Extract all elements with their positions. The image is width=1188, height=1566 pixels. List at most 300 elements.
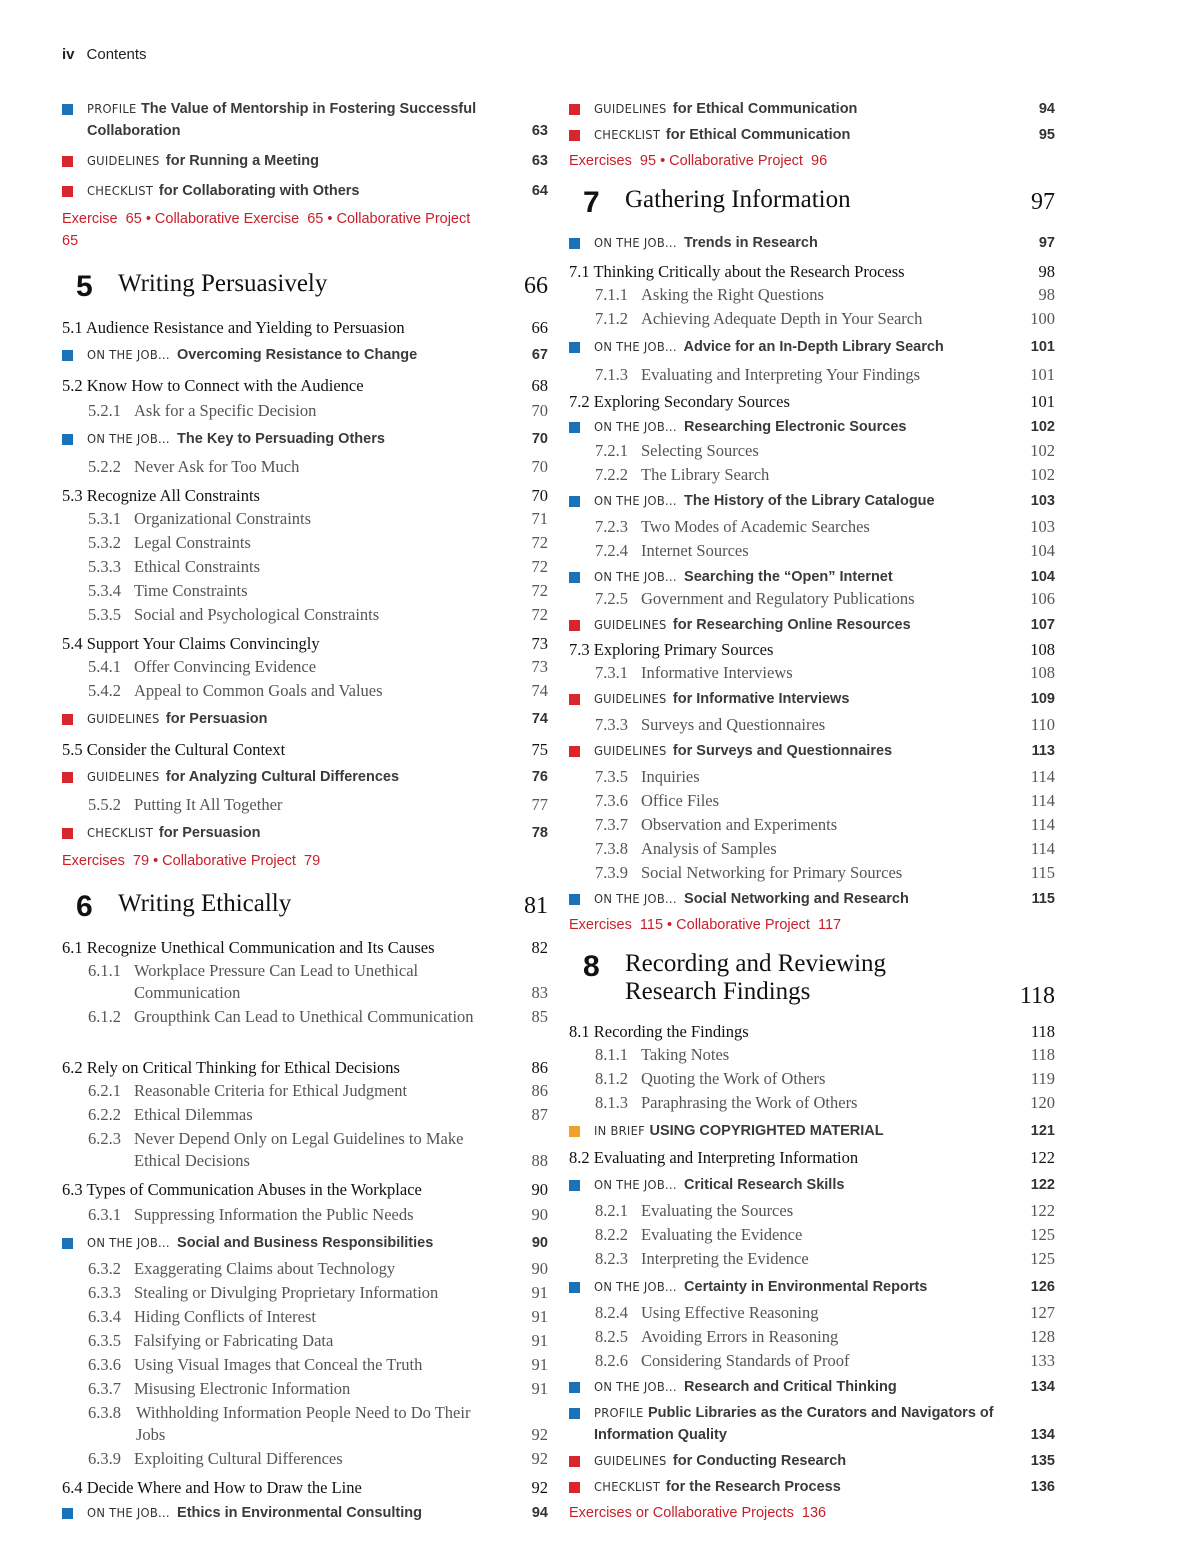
toc-subsection[interactable] — [569, 1248, 1055, 1270]
feature-page-number: 63 — [531, 153, 548, 169]
subsection-number: 6.2.2 — [88, 1105, 121, 1124]
feature-entry[interactable] — [62, 1502, 548, 1524]
section-title: 7.1 Thinking Critically about the Research Process — [569, 262, 905, 281]
section-title: 7.2 Exploring Secondary Sources — [569, 392, 790, 411]
subsection-page-number: 72 — [531, 605, 548, 624]
section-title: 5.5 Consider the Cultural Context — [62, 740, 286, 759]
subsection-page-number: 118 — [1030, 1045, 1055, 1064]
blue-square-icon — [569, 342, 580, 353]
feature-text — [594, 1174, 1005, 1196]
feature-page-number: 121 — [1030, 1123, 1055, 1139]
section-page-number: 70 — [531, 486, 548, 505]
subsection-number: 7.3.1 — [595, 663, 628, 682]
feature-entry[interactable] — [569, 1120, 1055, 1142]
toc-subsection[interactable] — [62, 1402, 548, 1446]
feature-entry[interactable] — [62, 708, 548, 730]
section-title: 5.2 Know How to Connect with the Audience — [62, 376, 364, 395]
toc-subsection[interactable] — [569, 814, 1055, 836]
subsection-number: 6.3.7 — [88, 1379, 121, 1398]
feature-label: ON THE JOB... — [594, 1379, 677, 1394]
feature-text — [594, 124, 1005, 146]
toc-subsection[interactable] — [569, 1326, 1055, 1348]
chapter-number: 8 — [583, 950, 600, 983]
red-square-icon — [62, 772, 73, 783]
section-page-number: 118 — [1030, 1022, 1055, 1041]
subsection-number: 7.3.7 — [595, 815, 628, 834]
feature-entry[interactable] — [569, 1174, 1055, 1196]
toc-subsection[interactable] — [569, 1200, 1055, 1222]
feature-page-number: 101 — [1030, 339, 1055, 355]
subsection-title: Legal Constraints — [134, 533, 251, 552]
toc-section[interactable] — [62, 374, 548, 398]
feature-entry[interactable] — [62, 150, 548, 172]
blue-square-icon — [62, 1238, 73, 1249]
toc-subsection[interactable] — [62, 1258, 548, 1280]
feature-text — [594, 614, 1005, 636]
toc-subsection[interactable] — [62, 604, 548, 626]
orange-square-icon — [569, 1126, 580, 1137]
subsection-number: 7.1.1 — [595, 285, 628, 304]
feature-page-number: 126 — [1030, 1279, 1055, 1295]
toc-subsection[interactable] — [569, 838, 1055, 860]
toc-subsection[interactable] — [569, 1302, 1055, 1324]
subsection-title: Suppressing Information the Public Needs — [134, 1205, 414, 1224]
toc-subsection[interactable] — [569, 862, 1055, 884]
subsection-title: Internet Sources — [641, 541, 749, 560]
feature-title: for Surveys and Questionnaires — [672, 743, 893, 759]
subsection-title: Considering Standards of Proof — [641, 1351, 850, 1370]
feature-text — [87, 98, 498, 142]
subsection-title: Quoting the Work of Others — [641, 1069, 826, 1088]
feature-label: ON THE JOB... — [594, 1279, 677, 1294]
subsection-number: 7.2.2 — [595, 465, 628, 484]
subsection-page-number: 128 — [1030, 1327, 1055, 1346]
feature-label: CHECKLIST — [594, 127, 661, 142]
subsection-page-number: 87 — [531, 1105, 548, 1124]
feature-entry[interactable] — [569, 1276, 1055, 1298]
toc-subsection[interactable] — [569, 588, 1055, 610]
subsection-title: Office Files — [641, 791, 720, 810]
feature-text — [87, 344, 498, 366]
toc-section[interactable] — [569, 260, 1055, 284]
feature-title: Trends in Research — [684, 235, 818, 251]
feature-entry[interactable] — [62, 766, 548, 788]
subsection-number: 7.1.2 — [595, 309, 628, 328]
feature-title: Public Libraries as the Curators and Navigators of Information Quality — [594, 1405, 994, 1443]
toc-subsection[interactable] — [62, 508, 548, 530]
subsection-page-number: 104 — [1030, 541, 1055, 560]
toc-subsection[interactable] — [62, 400, 548, 422]
chapter-heading[interactable] — [569, 186, 1055, 220]
red-square-icon — [62, 186, 73, 197]
chapter-title: Writing Ethically — [118, 890, 292, 917]
chapter-number: 5 — [76, 270, 93, 303]
subsection-page-number: 114 — [1030, 791, 1055, 810]
subsection-title: Time Constraints — [134, 581, 248, 600]
chapter-heading[interactable] — [62, 890, 548, 924]
section-title: 7.3 Exploring Primary Sources — [569, 640, 774, 659]
feature-entry[interactable] — [62, 822, 548, 844]
subsection-page-number: 91 — [531, 1283, 548, 1302]
toc-subsection[interactable] — [62, 1204, 548, 1226]
subsection-title: Stealing or Divulging Proprietary Information — [134, 1283, 439, 1302]
blue-square-icon — [569, 894, 580, 905]
subsection-title: Hiding Conflicts of Interest — [134, 1307, 316, 1326]
subsection-number: 5.2.1 — [88, 401, 121, 420]
subsection-title: Exaggerating Claims about Technology — [134, 1259, 396, 1278]
toc-subsection[interactable] — [62, 1378, 548, 1400]
chapter-title: Gathering Information — [625, 186, 851, 213]
toc-subsection[interactable] — [62, 556, 548, 578]
toc-subsection[interactable] — [62, 1080, 548, 1102]
feature-entry[interactable] — [569, 124, 1055, 146]
blue-square-icon — [569, 238, 580, 249]
toc-section[interactable] — [62, 484, 548, 508]
toc-subsection[interactable] — [62, 1128, 548, 1172]
feature-entry[interactable] — [569, 688, 1055, 710]
subsection-title: Withholding Information People Need to Do Their Jobs — [136, 1403, 471, 1444]
feature-title: Research and Critical Thinking — [684, 1379, 897, 1395]
feature-text — [594, 566, 1005, 588]
toc-subsection[interactable] — [62, 1006, 548, 1028]
feature-page-number: 102 — [1030, 419, 1055, 435]
toc-subsection[interactable] — [62, 580, 548, 602]
toc-subsection[interactable] — [569, 662, 1055, 684]
section-title: 6.2 Rely on Critical Thinking for Ethical Decisions — [62, 1058, 400, 1077]
blue-square-icon — [569, 1282, 580, 1293]
feature-page-number: 134 — [1030, 1379, 1055, 1395]
toc-section[interactable] — [62, 738, 548, 762]
feature-page-number: 135 — [1030, 1453, 1055, 1469]
feature-entry[interactable] — [569, 1376, 1055, 1398]
section-page-number: 92 — [531, 1478, 548, 1497]
subsection-title: Analysis of Samples — [641, 839, 777, 858]
exercises-line[interactable] — [569, 150, 1055, 172]
toc-subsection[interactable] — [569, 364, 1055, 386]
feature-entry[interactable] — [569, 1402, 1055, 1446]
subsection-title: Putting It All Together — [134, 795, 283, 814]
subsection-page-number: 91 — [531, 1379, 548, 1398]
subsection-number: 5.2.2 — [88, 457, 121, 476]
subsection-page-number: 72 — [531, 557, 548, 576]
feature-label: GUIDELINES — [87, 711, 160, 726]
feature-label: PROFILE — [594, 1405, 644, 1420]
toc-subsection[interactable] — [62, 680, 548, 702]
feature-title: The History of the Library Catalogue — [684, 493, 935, 509]
feature-page-number: 95 — [1038, 127, 1055, 143]
feature-text — [594, 888, 1005, 910]
toc-subsection[interactable] — [569, 440, 1055, 462]
subsection-page-number: 91 — [531, 1307, 548, 1326]
section-title: 5.4 Support Your Claims Convincingly — [62, 634, 320, 653]
subsection-title: Evaluating and Interpreting Your Findings — [641, 365, 921, 384]
feature-text — [594, 490, 1005, 512]
feature-text — [594, 1450, 1005, 1472]
toc-subsection[interactable] — [62, 1306, 548, 1328]
feature-label: IN BRIEF — [594, 1123, 646, 1138]
subsection-number: 8.2.1 — [595, 1201, 628, 1220]
section-page-number: 75 — [531, 740, 548, 759]
toc-subsection[interactable] — [569, 1092, 1055, 1114]
toc-subsection[interactable] — [569, 790, 1055, 812]
blue-square-icon — [569, 422, 580, 433]
subsection-title: Ethical Constraints — [134, 557, 261, 576]
toc-subsection[interactable] — [62, 1282, 548, 1304]
feature-entry[interactable] — [569, 490, 1055, 512]
subsection-page-number: 70 — [531, 457, 548, 476]
subsection-page-number: 102 — [1030, 441, 1055, 460]
subsection-title: Government and Regulatory Publications — [641, 589, 915, 608]
subsection-page-number: 114 — [1030, 815, 1055, 834]
subsection-title: Two Modes of Academic Searches — [641, 517, 870, 536]
subsection-page-number: 122 — [1030, 1201, 1055, 1220]
subsection-page-number: 108 — [1030, 663, 1055, 682]
subsection-page-number: 91 — [531, 1331, 548, 1350]
subsection-number: 8.1.3 — [595, 1093, 628, 1112]
subsection-title: Groupthink Can Lead to Unethical Communication — [134, 1007, 474, 1026]
subsection-number: 8.1.1 — [595, 1045, 628, 1064]
feature-entry[interactable] — [62, 428, 548, 450]
subsection-number: 7.3.6 — [595, 791, 628, 810]
subsection-page-number: 88 — [531, 1151, 548, 1170]
chapter-title: Recording and Reviewing — [625, 950, 887, 977]
red-square-icon — [569, 1482, 580, 1493]
subsection-page-number: 101 — [1030, 365, 1055, 384]
toc-section[interactable] — [62, 1056, 548, 1080]
exercises-line[interactable] — [62, 208, 548, 252]
feature-page-number: 97 — [1038, 235, 1055, 251]
toc-section[interactable] — [62, 936, 548, 960]
toc-section[interactable] — [569, 1146, 1055, 1170]
subsection-title: Social and Psychological Constraints — [134, 605, 380, 624]
subsection-title: Never Depend Only on Legal Guidelines to Make Ethical Decisions — [134, 1129, 464, 1170]
feature-label: ON THE JOB... — [594, 235, 677, 250]
section-page-number: 86 — [531, 1058, 548, 1077]
feature-page-number: 90 — [531, 1235, 548, 1251]
toc-subsection[interactable] — [569, 464, 1055, 486]
feature-label: GUIDELINES — [594, 743, 667, 758]
section-page-number: 98 — [1038, 262, 1055, 281]
subsection-page-number: 125 — [1030, 1249, 1055, 1268]
feature-label: ON THE JOB... — [594, 419, 677, 434]
subsection-number: 7.2.3 — [595, 517, 628, 536]
toc-section[interactable] — [62, 1476, 548, 1500]
feature-text — [594, 232, 1005, 254]
subsection-number: 7.3.8 — [595, 839, 628, 858]
toc-subsection[interactable] — [569, 1044, 1055, 1066]
subsection-number: 8.1.2 — [595, 1069, 628, 1088]
toc-subsection[interactable] — [62, 794, 548, 816]
feature-label: ON THE JOB... — [594, 1177, 677, 1192]
toc-subsection[interactable] — [62, 1448, 548, 1470]
feature-page-number: 78 — [531, 825, 548, 841]
section-page-number: 122 — [1030, 1148, 1055, 1167]
section-page-number: 101 — [1030, 392, 1055, 411]
feature-label: ON THE JOB... — [87, 1235, 170, 1250]
feature-title: The Value of Mentorship in Fostering Successful Collaboration — [87, 101, 477, 139]
subsection-page-number: 110 — [1030, 715, 1055, 734]
subsection-title: Evaluating the Evidence — [641, 1225, 803, 1244]
feature-entry[interactable] — [569, 740, 1055, 762]
subsection-number: 6.2.3 — [88, 1129, 121, 1148]
toc-section[interactable] — [569, 638, 1055, 662]
toc-section[interactable] — [62, 316, 548, 340]
feature-entry[interactable] — [569, 614, 1055, 636]
subsection-page-number: 92 — [531, 1425, 548, 1444]
subsection-number: 6.3.4 — [88, 1307, 121, 1326]
subsection-page-number: 77 — [531, 795, 548, 814]
feature-entry[interactable] — [569, 232, 1055, 254]
toc-subsection[interactable] — [569, 516, 1055, 538]
red-square-icon — [62, 714, 73, 725]
chapter-page-number: 66 — [524, 273, 548, 299]
toc-subsection[interactable] — [569, 1350, 1055, 1372]
toc-subsection[interactable] — [569, 308, 1055, 330]
toc-section[interactable] — [62, 1178, 548, 1202]
exercises-text: Exercises or Collaborative Projects 136 — [569, 1505, 827, 1521]
subsection-number: 7.3.5 — [595, 767, 628, 786]
subsection-number: 5.3.2 — [88, 533, 121, 552]
subsection-page-number: 73 — [531, 657, 548, 676]
feature-entry[interactable] — [62, 1232, 548, 1254]
feature-text — [594, 1402, 1005, 1446]
feature-title: for Collaborating with Others — [158, 183, 360, 199]
feature-text — [594, 740, 1005, 762]
subsection-number: 6.1.2 — [88, 1007, 121, 1026]
subsection-title: Using Visual Images that Conceal the Truth — [134, 1355, 423, 1374]
chapter-heading[interactable] — [62, 270, 548, 304]
subsection-page-number: 92 — [531, 1449, 548, 1468]
toc-subsection[interactable] — [569, 540, 1055, 562]
toc-subsection[interactable] — [569, 714, 1055, 736]
feature-label: GUIDELINES — [594, 101, 667, 116]
chapter-number: 6 — [76, 890, 93, 923]
red-square-icon — [569, 694, 580, 705]
feature-title: for Analyzing Cultural Differences — [165, 769, 400, 785]
blue-square-icon — [62, 104, 73, 115]
feature-title: The Key to Persuading Others — [177, 431, 385, 447]
feature-page-number: 122 — [1030, 1177, 1055, 1193]
toc-subsection[interactable] — [62, 532, 548, 554]
section-page-number: 68 — [531, 376, 548, 395]
section-title: 6.3 Types of Communication Abuses in the Workplace — [62, 1180, 422, 1199]
red-square-icon — [569, 1456, 580, 1467]
feature-entry[interactable] — [569, 566, 1055, 588]
toc-subsection[interactable] — [569, 1224, 1055, 1246]
toc-subsection[interactable] — [62, 1330, 548, 1352]
feature-label: PROFILE — [87, 101, 137, 116]
feature-title: Certainty in Environmental Reports — [684, 1279, 928, 1295]
subsection-page-number: 98 — [1038, 285, 1055, 304]
feature-title: Researching Electronic Sources — [684, 419, 907, 435]
subsection-page-number: 85 — [531, 1007, 548, 1026]
exercises-line[interactable] — [569, 1502, 1055, 1524]
subsection-number: 5.3.4 — [88, 581, 121, 600]
subsection-title: Ask for a Specific Decision — [134, 401, 317, 420]
subsection-number: 7.3.3 — [595, 715, 628, 734]
toc-subsection[interactable] — [62, 656, 548, 678]
feature-label: ON THE JOB... — [594, 339, 677, 354]
subsection-number: 6.2.1 — [88, 1081, 121, 1100]
feature-entry[interactable] — [569, 416, 1055, 438]
feature-entry[interactable] — [62, 344, 548, 366]
section-title: 8.2 Evaluating and Interpreting Information — [569, 1148, 859, 1167]
exercises-line[interactable] — [62, 850, 548, 872]
subsection-title: Surveys and Questionnaires — [641, 715, 826, 734]
exercises-text: Exercises 95 • Collaborative Project 96 — [569, 153, 828, 169]
toc-subsection[interactable] — [62, 1354, 548, 1376]
subsection-number: 6.3.8 — [88, 1403, 121, 1422]
subsection-page-number: 120 — [1030, 1093, 1055, 1112]
feature-entry[interactable] — [62, 180, 548, 202]
chapter-page-number: 97 — [1031, 189, 1055, 215]
toc-section[interactable] — [62, 632, 548, 656]
subsection-title: Selecting Sources — [641, 441, 759, 460]
blue-square-icon — [569, 572, 580, 583]
subsection-number: 7.3.9 — [595, 863, 628, 882]
blue-square-icon — [569, 1408, 580, 1419]
subsection-page-number: 71 — [531, 509, 548, 528]
subsection-page-number: 103 — [1030, 517, 1055, 536]
feature-page-number: 74 — [531, 711, 548, 727]
feature-title: for the Research Process — [665, 1479, 841, 1495]
feature-entry[interactable] — [62, 98, 548, 142]
subsection-number: 5.4.1 — [88, 657, 121, 676]
feature-text — [87, 1502, 498, 1524]
feature-text — [87, 1232, 498, 1254]
red-square-icon — [569, 620, 580, 631]
subsection-title: Falsifying or Fabricating Data — [134, 1331, 334, 1350]
feature-page-number: 113 — [1031, 743, 1055, 759]
chapter-heading[interactable] — [569, 950, 1055, 1010]
subsection-title: Exploiting Cultural Differences — [134, 1449, 343, 1468]
subsection-number: 8.2.4 — [595, 1303, 628, 1322]
feature-text — [87, 708, 498, 730]
toc-subsection[interactable] — [62, 1104, 548, 1126]
subsection-page-number: 114 — [1030, 767, 1055, 786]
feature-entry[interactable] — [569, 1450, 1055, 1472]
feature-text — [87, 822, 498, 844]
toc-subsection[interactable] — [62, 456, 548, 478]
feature-label: ON THE JOB... — [594, 493, 677, 508]
feature-label: ON THE JOB... — [594, 569, 677, 584]
toc-subsection[interactable] — [569, 766, 1055, 788]
toc-subsection[interactable] — [569, 1068, 1055, 1090]
exercises-line[interactable] — [569, 914, 1055, 936]
running-header — [62, 46, 147, 63]
subsection-title: Asking the Right Questions — [641, 285, 824, 304]
toc-subsection[interactable] — [62, 960, 548, 1004]
toc-section[interactable] — [569, 390, 1055, 414]
feature-entry[interactable] — [569, 98, 1055, 120]
feature-page-number: 134 — [1030, 1427, 1055, 1443]
feature-page-number: 136 — [1030, 1479, 1055, 1495]
red-square-icon — [569, 130, 580, 141]
subsection-title: Evaluating the Sources — [641, 1201, 794, 1220]
feature-text — [594, 98, 1005, 120]
feature-entry[interactable] — [569, 888, 1055, 910]
feature-entry[interactable] — [569, 336, 1055, 358]
toc-section[interactable] — [569, 1020, 1055, 1044]
subsection-title: Offer Convincing Evidence — [134, 657, 317, 676]
toc-subsection[interactable] — [569, 284, 1055, 306]
feature-title: for Ethical Communication — [665, 127, 851, 143]
subsection-title: Taking Notes — [641, 1045, 730, 1064]
feature-label: ON THE JOB... — [594, 891, 677, 906]
feature-entry[interactable] — [569, 1476, 1055, 1498]
subsection-page-number: 91 — [531, 1355, 548, 1374]
subsection-page-number: 72 — [531, 533, 548, 552]
